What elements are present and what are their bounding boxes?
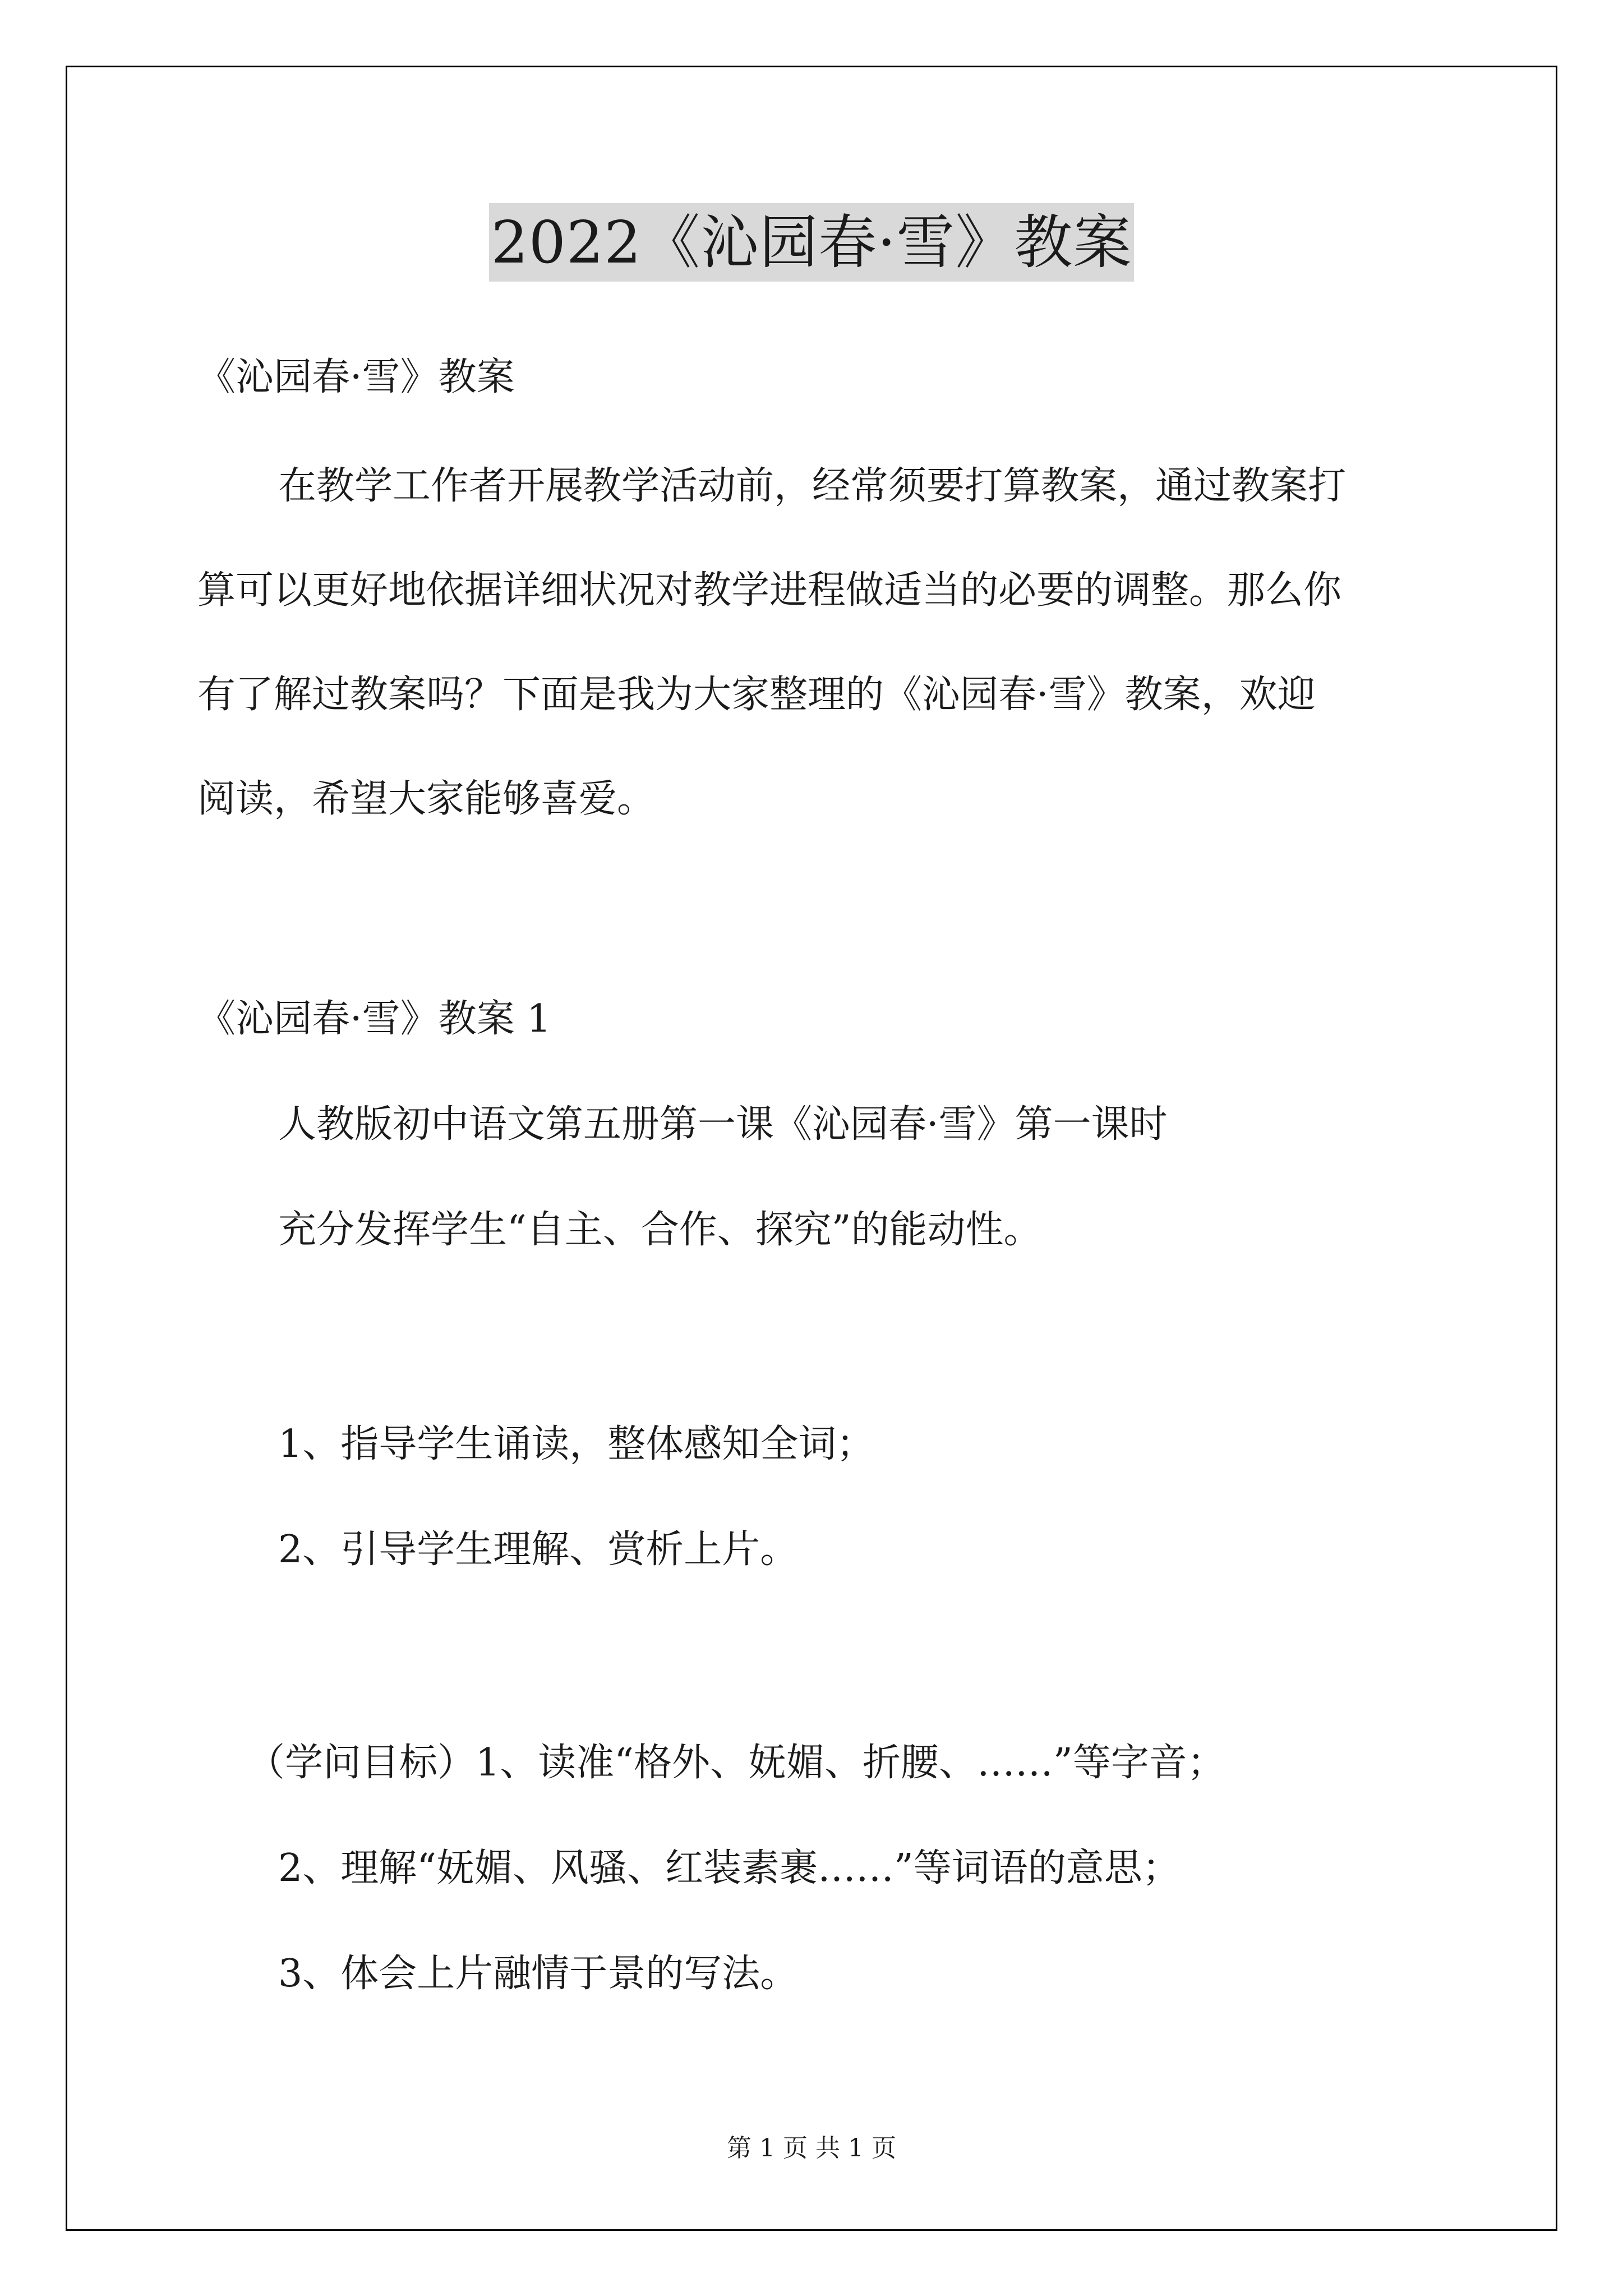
intro-line-text: 阅读，希望大家能够喜爱。 [197,777,656,821]
intro-line-text: 在教学工作者开展教学活动前，经常须要打算教案，通过教案打 [278,464,1347,508]
knowledge-objective-item: 2、理解“妩媚、风骚、红装素裹……”等词语的意思； [278,1846,1181,1890]
objective-item: 2、引导学生理解、赏析上片。 [278,1527,799,1572]
document-subtitle: 《沁园春·雪》教案 [197,355,515,399]
intro-line-text: 有了解过教案吗？下面是我为大家整理的《沁园春·雪》教案，欢迎 [197,673,1316,717]
goal-line: 充分发挥学生“自主、合作、探究”的能动性。 [278,1208,1042,1252]
objective-item: 1、指导学生诵读，整体感知全词； [278,1422,875,1466]
knowledge-objective-item: （学问目标）1、读准“格外、妩媚、折腰、……”等字音； [247,1741,1225,1785]
section-heading: 《沁园春·雪》教案 1 [197,997,551,1041]
intro-line [197,774,1429,825]
intro-line-text: 算可以更好地依据详细状况对教学进程做适当的必要的调整。那么你 [197,568,1342,613]
title-container [0,203,1623,282]
course-line: 人教版初中语文第五册第一课《沁园春·雪》第一课时 [278,1102,1168,1147]
document-title: 2022《沁园春·雪》教案 [489,203,1135,282]
intro-line [197,565,1429,616]
intro-paragraph [197,461,1429,878]
page-number-footer: 第 1 页 共 1 页 [727,2134,896,2162]
intro-line [197,670,1429,720]
intro-line [197,461,1429,512]
knowledge-objective-item: 3、体会上片融情于景的写法。 [278,1952,799,1996]
